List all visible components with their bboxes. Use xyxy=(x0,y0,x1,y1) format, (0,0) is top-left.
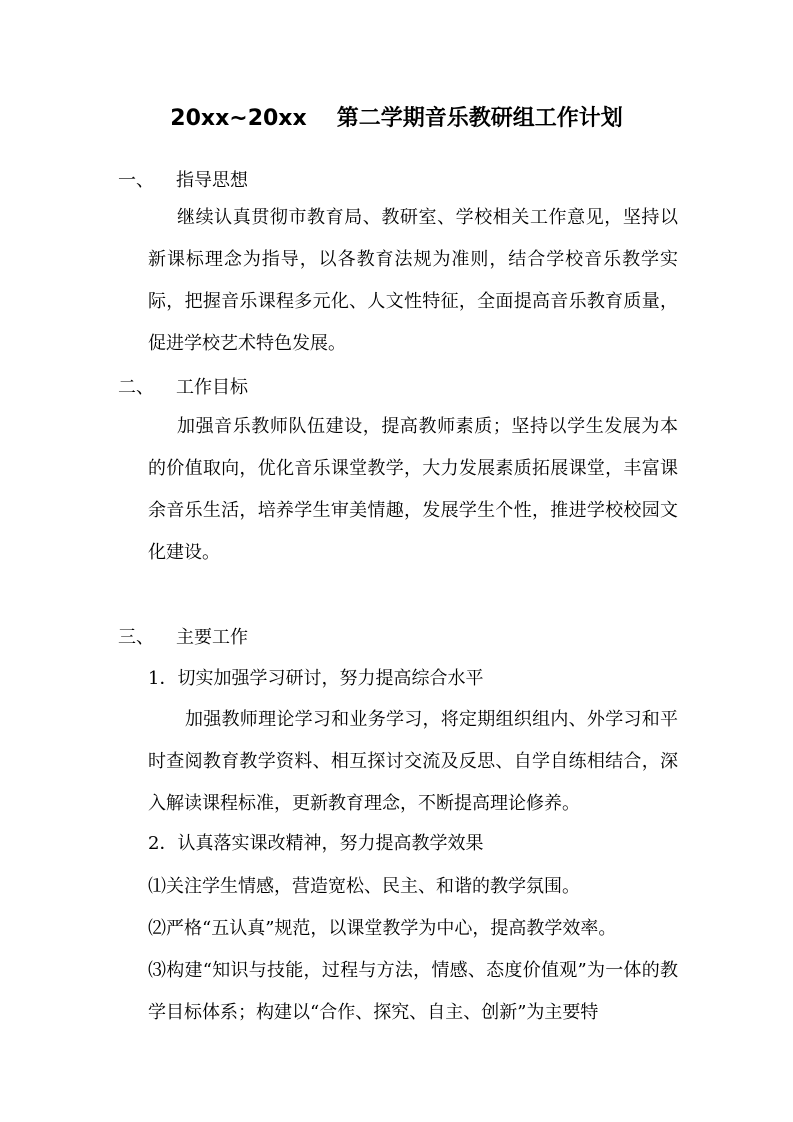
section-heading-1 xyxy=(118,166,248,196)
section-number: 一、 xyxy=(118,170,154,191)
section-body-2: 加强音乐教师队伍建设，提高教师素质；坚持以学生发展为本的价值取向，优化音乐课堂教学，大力发展素质拓展课堂，丰富课余音乐生活，培养学生审美情趣，发展学生个性，推进学校校园文化建设。 xyxy=(148,416,678,563)
title-text: 第二学期音乐教研组工作计划 xyxy=(336,105,623,131)
section-title: 主要工作 xyxy=(176,627,248,648)
work-item-1: 1．切实加强学习研讨，努力提高综合水平 xyxy=(148,668,484,689)
section-body-1: 继续认真贯彻市教育局、教研室、学校相关工作意见，坚持以新课标理念为指导，以各教育法规为准则，结合学校音乐教学实际，把握音乐课程多元化、人文性特征，全面提高音乐教育质量，促进学校艺术特色发展。 xyxy=(148,207,678,354)
work-item-2: 2．认真落实课改精神，努力提高教学效果 xyxy=(148,833,484,854)
section-title: 工作目标 xyxy=(176,377,248,398)
section-number: 三、 xyxy=(118,627,154,648)
work-item-1-body: 加强教师理论学习和业务学习，将定期组织组内、外学习和平时查阅教育教学资料、相互探讨交流及反思、自学自练相结合，深入解读课程标准，更新教育理念，不断提高理论修养。 xyxy=(148,709,678,814)
work-point-2: ⑵严格“五认真”规范，以课堂教学为中心，提高教学效率。 xyxy=(148,918,617,939)
work-point-3: ⑶构建“知识与技能，过程与方法，情感、态度价值观”为一体的教学目标体系；构建以“合作、探究、自主、创新”为主要特 xyxy=(148,960,678,1023)
section-number: 二、 xyxy=(118,377,154,398)
work-point-1: ⑴关注学生情感，营造宽松、民主、和谐的教学氛围。 xyxy=(148,876,580,897)
section-title: 指导思想 xyxy=(176,170,248,191)
section-heading-2 xyxy=(118,373,248,403)
section-heading-3 xyxy=(118,623,248,653)
document-title xyxy=(0,101,793,136)
title-year: 20xx~20xx xyxy=(170,106,307,131)
